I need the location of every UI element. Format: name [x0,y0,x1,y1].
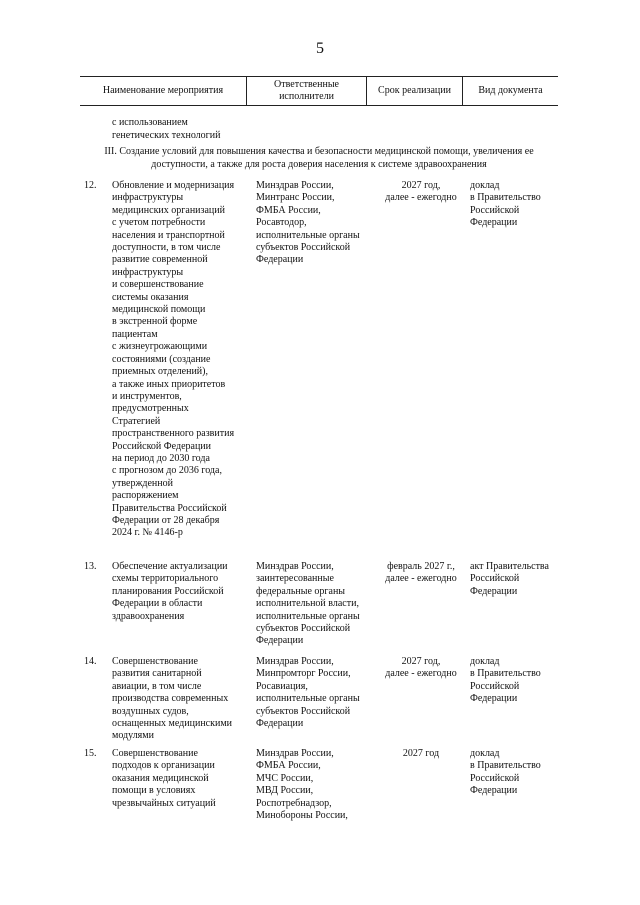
row-responsible: Минздрав России, заинтересованные федеральные органы исполнительной власти, исполнительные органы субъектов Российской Федерации [256,561,360,647]
row-number: 12. [84,180,97,191]
row-document: доклад в Правительство Российской Федерации [470,656,541,705]
row-number: 15. [84,748,97,759]
header-document: Вид документа [462,77,558,105]
row-responsible: Минздрав России, ФМБА России, МЧС России, МВД России, Роспотребнадзор, Минобороны России, [256,748,348,822]
row-number: 13. [84,561,97,572]
row-responsible: Минздрав России, Минпромторг России, Росавиация, исполнительные органы субъектов Российской Федерации [256,656,360,730]
row-name: Совершенствование развития санитарной авиации, в том числе производства современных воздушных судов, оснащенных медицинскими модулями [112,656,232,742]
row-term: февраль 2027 г., далее - ежегодно [385,561,457,585]
continuation-text: с использованием генетических технологий [112,117,221,141]
header-responsible: Ответственные исполнители [246,77,366,105]
row-responsible: Минздрав России, Минтранс России, ФМБА России, Росавтодор, исполнительные органы субъектов Российской Федерации [256,180,360,266]
page-number: 5 [316,40,324,57]
row-name: Обеспечение актуализации схемы территориального планирования Российской Федерации в области здравоохранения [112,561,228,622]
table-header [80,76,558,106]
row-term: 2027 год [402,748,440,759]
row-term: 2027 год, далее - ежегодно [385,180,457,204]
row-document: доклад в Правительство Российской Федерации [470,180,541,229]
row-name: Совершенствование подходов к организации оказания медицинской помощи в условиях чрезвычайных ситуаций [112,748,216,809]
row-document: акт Правительства Российской Федерации [470,561,549,597]
header-term: Срок реализации [366,77,462,105]
header-name: Наименование мероприятия [102,85,224,96]
section-title: III. Создание условий для повышения качества и безопасности медицинской помощи, увеличения ее доступности, а также для роста доверия населения к системе здравоохранения [104,146,534,170]
row-name: Обновление и модернизация инфраструктуры медицинских организаций с учетом потребности населения и транспортной доступности, в том числе развитие современной инфраструктуры и совершенствование системы оказания медицинской помощи в экстренной форме пациентам с жизнеугрожающими состояниями (создание приемных отделений), а также иных приоритетов и инструментов, предусмотренных Стратегией пространственного развития Российской Федерации на период до 2030 года с прогнозом до 2036 года, утвержденной распоряжением Правительства Российской Федерации от 28 декабря 2024 г. № 4146-р [112,180,235,539]
row-term: 2027 год, далее - ежегодно [385,656,457,680]
row-document: доклад в Правительство Российской Федерации [470,748,541,797]
row-number: 14. [84,656,97,667]
